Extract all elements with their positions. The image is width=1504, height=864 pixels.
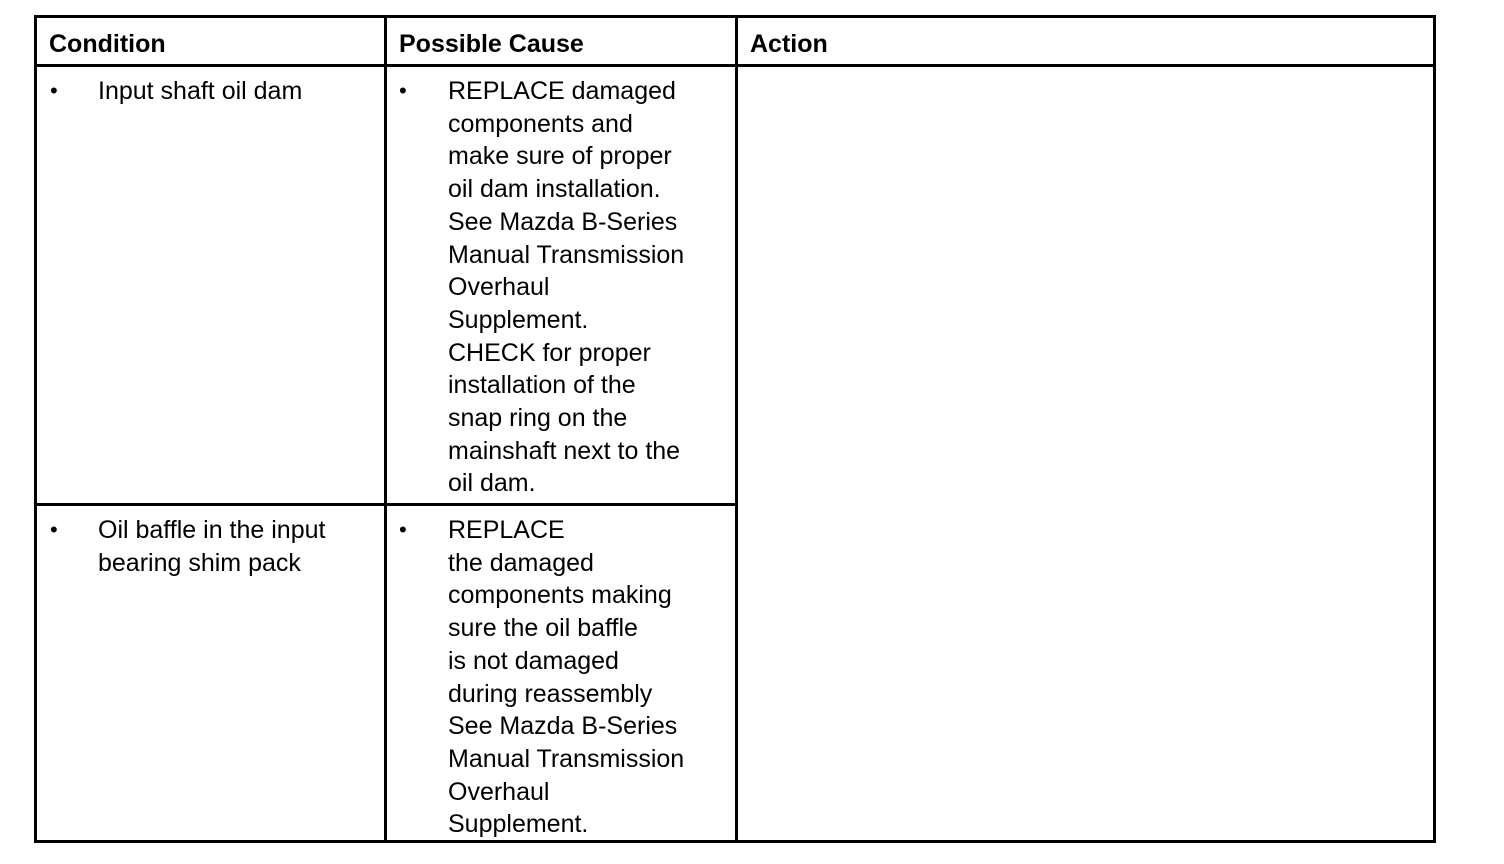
header-possible-cause: Possible Cause [399,30,584,58]
column-divider-1 [384,18,387,840]
header-action: Action [750,30,828,58]
bullet-icon: • [399,517,407,542]
row-2-possible-cause: REPLACE the damaged components making sure the oil baffle is not damaged during reassembly See Mazda B-Series Manual Transmission Overhaul Supplement. [448,516,685,839]
row-1-condition: Input shaft oil dam [98,77,303,105]
bullet-icon: • [50,517,58,542]
troubleshooting-table [34,15,1436,843]
row-2-condition: Oil baffle in the input bearing shim pack [98,516,326,577]
bullet-icon: • [50,78,58,103]
row-divider [37,503,735,506]
header-condition: Condition [49,30,166,58]
row-1-possible-cause: REPLACE damaged components and make sure of proper oil dam installation. See Mazda B-Series Manual Transmission Overhaul Supplement. CHECK for proper installation of the snap ring on the mainshaft next to the oil dam. [448,77,685,498]
bullet-icon: • [399,78,407,103]
action-cell-empty [738,67,1433,840]
